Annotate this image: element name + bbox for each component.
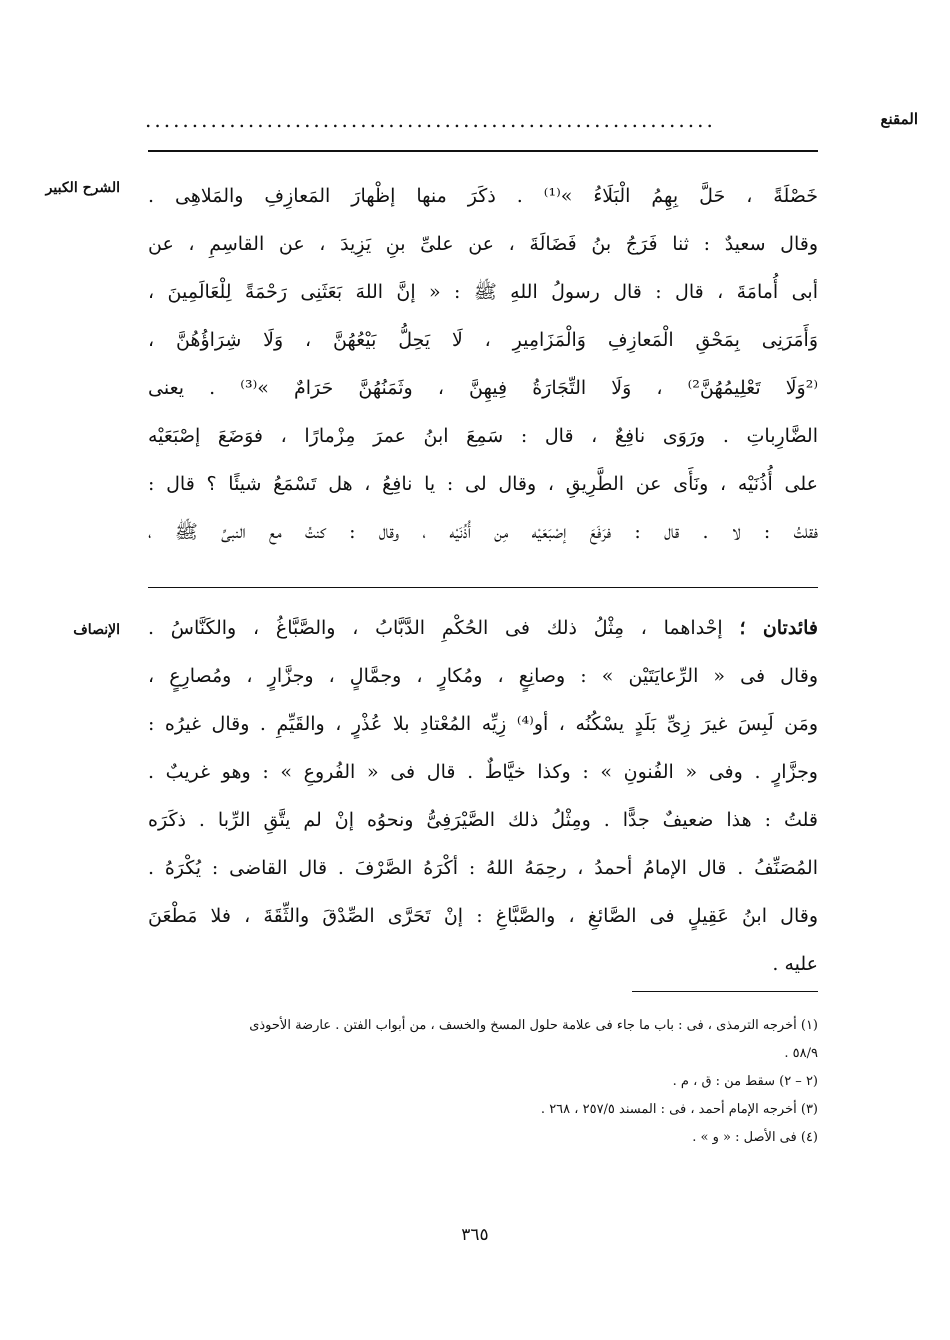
insaf-line: وقال فى « الرِّعايَتَيْن » : وصانِعٍ ، ومُكارٍ ، وجمَّالٍ ، وجزَّارٍ ، ومُصارِعٍ ، (148, 665, 818, 687)
insaf-lead: فائدتان ؛ (739, 617, 818, 639)
section-label-sharh: الشرح الكبير (45, 180, 120, 196)
footnote: (٣) أخرجه الإمام أحمد ، فى : المسند ٢٥٧/٥ ، ٢٦٨ . (540, 1102, 818, 1117)
insaf-line (148, 604, 818, 652)
insaf-line: قلتُ : هذا ضعيفٌ جدًّا . ومِثْلُ ذلك الصَّيْرَفِىُّ ونحوُه إنْ لم يتَّقِ الرِّبا . ذكَرَه (148, 809, 818, 831)
sharh-line: الضَّارِباتِ . ورَوَى نافِعٌ ، قال : سَمِعَ ابنُ عمرَ مِزْمارًا ، فوَضَعَ إصْبَعَيْه (148, 425, 818, 447)
sharh-line: وَأَمَرَنِى بِمَحْقِ الْمَعازِفِ وَالْمَزَامِيرِ ، لَا يَحِلُّ بَيْعُهُنَّ ، وَلَا شِرَاؤُهُنَّ ، (148, 329, 818, 351)
insaf-line: المُصَنِّفُ . قال الإمامُ أحمدُ ، رحِمَهُ اللهُ : أكْرَهُ الصَّرْفَ . قال القاضى : يُكْرَهُ . (148, 857, 818, 879)
sharh-line: فقلتُ : لا . قال : فرَفَعَ إصْبَعَيْه مِن أُذُنَيْه ، وقال : كنتُ مع النبىِّ ﷺ ، (148, 521, 818, 543)
sharh-line: أبى أُمامَةَ ، قال : قال رسولُ اللهِ ﷺ : « إنَّ اللهَ بَعَثَنِى رَحْمَةً لِلْعَالَمِينَ ، (148, 281, 818, 303)
insaf-line: ومَن لَبِسَ غيرَ زِىِّ بَلَدٍ يسْكُنُه ، أو⁽⁴⁾ زِيِّه المُعْتادِ بلا عُذْرٍ ، والقَيِّمِ . وقال غيرُه : (148, 713, 818, 735)
header-rule (148, 150, 818, 152)
sharh-line: على أُذُنَيْه ، ونَأَى عن الطَّرِيقِ ، وقال لى : يا نافِعُ ، هل تَسْمَعُ شيئًا ؟ قال : (148, 473, 818, 495)
footnote: ٥٨/٩ . (784, 1046, 818, 1061)
sharh-line: ⁽²وَلَا تَعْلِيمُهُنَّ²⁾ ، وَلَا التِّجَارَةُ فِيهِنَّ ، وثَمَنُهُنَّ حَرَامٌ »⁽³⁾ . يعنى (148, 377, 818, 399)
insaf-line: وجزَّارٍ . وفى « الفُنونِ » : وكذا خيَّاطٌ . قال فى « الفُروعِ » : وهو غريبٌ . (148, 761, 818, 783)
sharh-line: وقال سعيدٌ : ثنا فَرَجُ بنُ فَضَالَةَ ، عن علىِّ بنِ يَزِيدَ ، عن القاسِمِ ، عن (148, 233, 818, 255)
sharh-line: خَصْلَةً ، حَلَّ بِهِمُ الْبَلَاءُ »⁽¹⁾ . ذكَرَ منها إظْهارَ المَعازِفِ والمَلاهِى . (148, 185, 818, 207)
insaf-line: وقال ابنُ عَقِيلٍ فى الصَّائغِ ، والصَّبَّاغِ : إنْ تَحَرَّى الصِّدْقَ والثِّقَةَ ، فلا مَطْعَنَ (148, 905, 818, 927)
book-title: المقنع (880, 110, 918, 128)
page-number: ٣٦٥ (461, 1225, 489, 1245)
footnote-rule (632, 991, 818, 992)
header-dot-leader: ............................................................. (145, 108, 716, 132)
running-header (145, 108, 918, 140)
section-divider-rule (148, 587, 818, 588)
footnotes (148, 1012, 818, 1152)
section-label-insaf: الإنصاف (73, 622, 120, 638)
footnote: (٤) فى الأصل : « و » . (692, 1130, 818, 1145)
insaf-first-line: إحْداهما ، مِثْلُ ذلك فى الحُكْمِ الدَّبَّابُ ، والصَّبَّاغُ ، والكَنَّاسُ . (148, 617, 723, 639)
sharh-text (148, 172, 818, 556)
insaf-text (148, 604, 818, 988)
footnote: (٢ – ٢) سقط من : ق ، م . (672, 1074, 818, 1089)
footnote: (١) أخرجه الترمذى ، فى : باب ما جاء فى علامة حلول المسخ والخسف ، من أبواب الفتن . عارضة الأحوذى (249, 1018, 818, 1033)
insaf-line: عليه . (772, 953, 818, 975)
